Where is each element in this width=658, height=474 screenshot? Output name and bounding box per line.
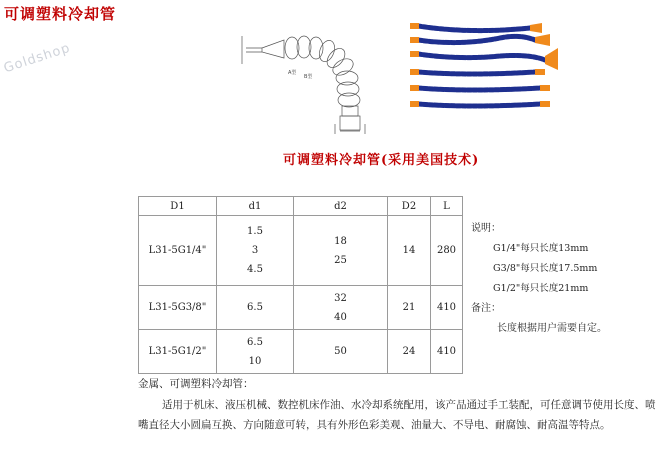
table-header-row (139, 197, 463, 216)
notes-title: 说明： (471, 223, 501, 234)
remark-title: 备注： (471, 303, 501, 314)
d2-cell: 32 40 (294, 286, 388, 330)
d1-cell: 6.5 10 (217, 330, 294, 374)
product-photo (400, 20, 560, 120)
d2-cell: 50 (294, 330, 388, 374)
col-header-L: L (431, 197, 463, 216)
L-cell: 280 (431, 216, 463, 286)
L-cell: 410 (431, 286, 463, 330)
D2-cell: 24 (388, 330, 431, 374)
col-header-d2: d2 (294, 197, 388, 216)
hose-technical-drawing (232, 18, 412, 136)
table-row (139, 286, 463, 330)
d1-cell: 6.5 (217, 286, 294, 330)
col-header-D1: D1 (139, 197, 217, 216)
table-row (139, 216, 463, 286)
note-item: G1/2"每只长度21mm (493, 283, 589, 294)
remark-text: 长度根据用户需要自定。 (497, 323, 607, 334)
col-header-D2: D2 (388, 197, 431, 216)
description-heading: 金属、可调塑料冷却管： (138, 378, 254, 390)
product-description (138, 374, 658, 436)
col-header-d1: d1 (217, 197, 294, 216)
spec-table (138, 196, 463, 374)
label-b-type: B型 (304, 74, 313, 80)
notes-panel (471, 219, 607, 339)
note-item: G1/4"每只长度13mm (493, 243, 589, 254)
table-row (139, 330, 463, 374)
d1-cell: 1.5 3 4.5 (217, 216, 294, 286)
model-cell: L31-5G3/8" (139, 286, 217, 330)
L-cell: 410 (431, 330, 463, 374)
page-title: 可调塑料冷却管 (4, 5, 117, 23)
D2-cell: 21 (388, 286, 431, 330)
note-item: G3/8"每只长度17.5mm (493, 263, 598, 274)
model-cell: L31-5G1/4" (139, 216, 217, 286)
D2-cell: 14 (388, 216, 431, 286)
label-a-type: A型 (288, 70, 297, 76)
watermark: Goldshop (2, 40, 73, 77)
d2-cell: 18 25 (294, 216, 388, 286)
model-cell: L31-5G1/2" (139, 330, 217, 374)
section-title: 可调塑料冷却管(采用美国技术) (283, 153, 480, 168)
description-body: 适用于机床、液压机械、数控机床作油、水冷却系统配用，该产品通过手工装配，可任意调节使用长度、喷嘴直径大小圆扁互换、方向随意可转，具有外形色彩美观、油量大、不导电、耐腐蚀、耐高温等特点。 (138, 398, 656, 431)
